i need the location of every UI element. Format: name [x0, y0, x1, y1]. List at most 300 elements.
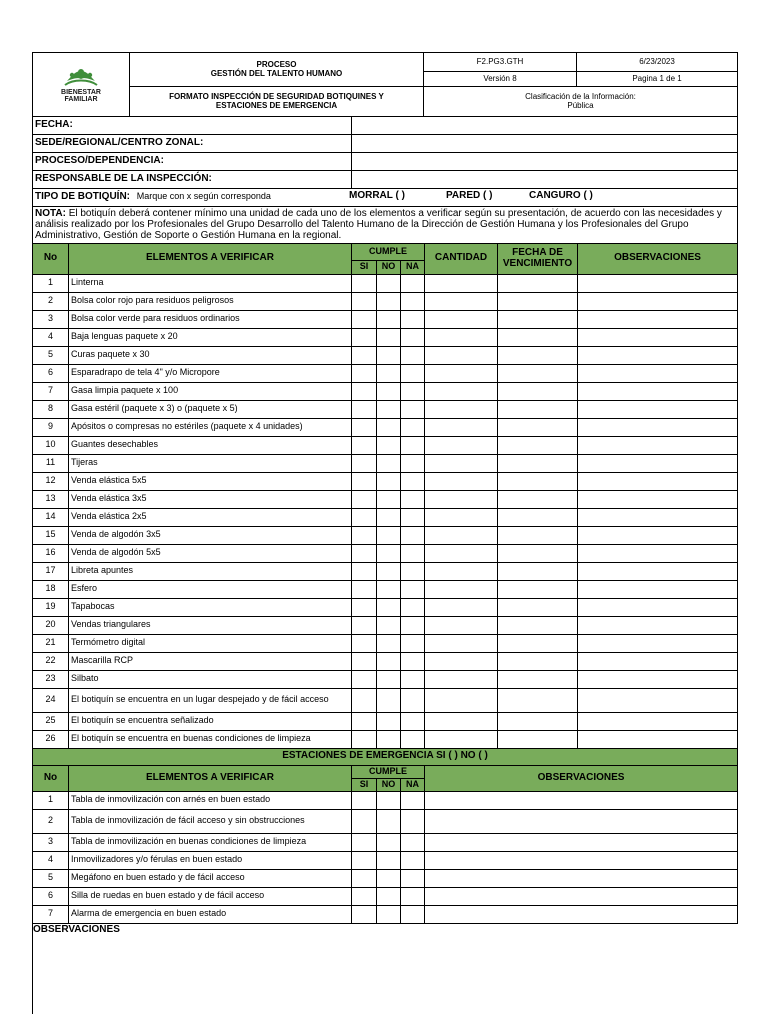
- cell-observaciones[interactable]: [425, 833, 738, 851]
- botiquin-rows: [33, 274, 738, 748]
- cell-observaciones[interactable]: [578, 436, 738, 454]
- col-fecha-vencimiento: FECHA DE VENCIMIENTO: [498, 243, 578, 274]
- cell-cantidad[interactable]: [425, 346, 498, 364]
- cell-no[interactable]: [377, 791, 401, 809]
- cell-observaciones[interactable]: [578, 292, 738, 310]
- cell-fecha[interactable]: [498, 508, 578, 526]
- cell-no[interactable]: [377, 905, 401, 923]
- table-row: [33, 292, 738, 310]
- cell-na[interactable]: [401, 652, 425, 670]
- row-item: Silla de ruedas en buen estado y de fácil acceso: [69, 887, 352, 905]
- cell-na[interactable]: [401, 328, 425, 346]
- cell-na[interactable]: [401, 809, 425, 833]
- cell-si[interactable]: [352, 833, 377, 851]
- col-si-2: SI: [352, 778, 377, 791]
- table-row: [33, 670, 738, 688]
- cell-cantidad[interactable]: [425, 616, 498, 634]
- cell-na[interactable]: [401, 670, 425, 688]
- row-item: Tijeras: [69, 454, 352, 472]
- cell-no[interactable]: [377, 418, 401, 436]
- cell-no[interactable]: [377, 292, 401, 310]
- cell-no[interactable]: [377, 526, 401, 544]
- cell-fecha[interactable]: [498, 328, 578, 346]
- canguro-option[interactable]: CANGURO ( ): [529, 190, 593, 201]
- row-number: 3: [33, 833, 69, 851]
- row-item: Tabla de inmovilización con arnés en buen estado: [69, 791, 352, 809]
- cell-observaciones[interactable]: [425, 851, 738, 869]
- cell-cantidad[interactable]: [425, 688, 498, 712]
- cell-cantidad[interactable]: [425, 274, 498, 292]
- cell-na[interactable]: [401, 526, 425, 544]
- cell-fecha[interactable]: [498, 382, 578, 400]
- cell-fecha[interactable]: [498, 652, 578, 670]
- col-observaciones-2: OBSERVACIONES: [425, 765, 738, 791]
- row-item: Alarma de emergencia en buen estado: [69, 905, 352, 923]
- table-row: [33, 382, 738, 400]
- cell-si[interactable]: [352, 869, 377, 887]
- cell-cantidad[interactable]: [425, 472, 498, 490]
- cell-cantidad[interactable]: [425, 544, 498, 562]
- cell-observaciones[interactable]: [578, 652, 738, 670]
- cell-fecha[interactable]: [498, 562, 578, 580]
- cell-no[interactable]: [377, 851, 401, 869]
- cell-fecha[interactable]: [498, 436, 578, 454]
- cell-no[interactable]: [377, 688, 401, 712]
- tipo-instruction: Marque con x según corresponda: [136, 191, 271, 202]
- cell-observaciones[interactable]: [578, 310, 738, 328]
- row-item: Linterna: [69, 274, 352, 292]
- row-number: 12: [33, 472, 69, 490]
- table-row: [33, 544, 738, 562]
- cell-na[interactable]: [401, 580, 425, 598]
- row-item: Termómetro digital: [69, 634, 352, 652]
- cell-fecha[interactable]: [498, 730, 578, 748]
- cell-no[interactable]: [377, 382, 401, 400]
- cell-observaciones[interactable]: [578, 544, 738, 562]
- row-number: 2: [33, 292, 69, 310]
- cell-na[interactable]: [401, 712, 425, 730]
- cell-na[interactable]: [401, 310, 425, 328]
- cell-cantidad[interactable]: [425, 652, 498, 670]
- cell-fecha[interactable]: [498, 712, 578, 730]
- cell-na[interactable]: [401, 887, 425, 905]
- row-number: 5: [33, 869, 69, 887]
- estaciones-table: [32, 748, 738, 924]
- fecha-label: FECHA:: [33, 117, 352, 135]
- row-number: 6: [33, 887, 69, 905]
- table-row: [33, 508, 738, 526]
- col-cantidad: CANTIDAD: [425, 243, 498, 274]
- tipo-label: TIPO DE BOTIQUÍN:: [35, 191, 130, 203]
- nota-text: NOTA: El botiquín deberá contener mínimo una unidad de cada uno de los elementos a verificar según su presentación, de acuerdo con las necesidades y análisis realizado por los Profesionales del Grupo Desarrollo del Talento Humano de la Dirección de Gestión Humana y los Profesionales del Grupo Administrativo, Gestión de Soporte o Gestión Humana en la regional.: [33, 207, 738, 244]
- table-row: [33, 809, 738, 833]
- cell-cantidad[interactable]: [425, 400, 498, 418]
- cell-fecha[interactable]: [498, 310, 578, 328]
- cell-si[interactable]: [352, 364, 377, 382]
- row-number: 7: [33, 382, 69, 400]
- cell-si[interactable]: [352, 652, 377, 670]
- cell-no[interactable]: [377, 364, 401, 382]
- cell-observaciones[interactable]: [578, 598, 738, 616]
- cell-na[interactable]: [401, 400, 425, 418]
- cell-fecha[interactable]: [498, 274, 578, 292]
- cell-na[interactable]: [401, 688, 425, 712]
- table-row: [33, 833, 738, 851]
- cell-na[interactable]: [401, 292, 425, 310]
- cell-no[interactable]: [377, 436, 401, 454]
- cell-no[interactable]: [377, 616, 401, 634]
- cell-na[interactable]: [401, 544, 425, 562]
- table-row: [33, 634, 738, 652]
- observaciones-label: OBSERVACIONES: [33, 923, 120, 935]
- row-number: 20: [33, 616, 69, 634]
- cell-si[interactable]: [352, 887, 377, 905]
- cell-cantidad[interactable]: [425, 730, 498, 748]
- cell-si[interactable]: [352, 310, 377, 328]
- cell-na[interactable]: [401, 869, 425, 887]
- cell-observaciones[interactable]: [425, 887, 738, 905]
- table-row: [33, 688, 738, 712]
- cell-na[interactable]: [401, 634, 425, 652]
- cell-fecha[interactable]: [498, 346, 578, 364]
- table-row: [33, 580, 738, 598]
- cell-observaciones[interactable]: [578, 670, 738, 688]
- fecha-field[interactable]: [352, 117, 738, 135]
- cell-na[interactable]: [401, 562, 425, 580]
- row-number: 11: [33, 454, 69, 472]
- row-item: Esparadrapo de tela 4" y/o Micropore: [69, 364, 352, 382]
- cell-si[interactable]: [352, 346, 377, 364]
- table-row: [33, 712, 738, 730]
- cell-no[interactable]: [377, 508, 401, 526]
- col-cumple-2: CUMPLE: [352, 765, 425, 778]
- cell-si[interactable]: [352, 508, 377, 526]
- cell-fecha[interactable]: [498, 580, 578, 598]
- cell-na[interactable]: [401, 833, 425, 851]
- cell-si[interactable]: [352, 688, 377, 712]
- cell-na[interactable]: [401, 851, 425, 869]
- row-number: 21: [33, 634, 69, 652]
- proceso-field[interactable]: [352, 153, 738, 171]
- col-no-2: No: [33, 765, 69, 791]
- cell-cantidad[interactable]: [425, 436, 498, 454]
- row-number: 4: [33, 328, 69, 346]
- row-item: Mascarilla RCP: [69, 652, 352, 670]
- cell-no[interactable]: [377, 400, 401, 418]
- row-number: 2: [33, 809, 69, 833]
- sede-label: SEDE/REGIONAL/CENTRO ZONAL:: [33, 135, 352, 153]
- botiquin-table: [32, 243, 738, 749]
- cell-fecha[interactable]: [498, 292, 578, 310]
- cell-si[interactable]: [352, 562, 377, 580]
- format-title: FORMATO INSPECCIÓN DE SEGURIDAD BOTIQUINES Y ESTACIONES DE EMERGENCIA: [130, 87, 424, 117]
- cell-si[interactable]: [352, 436, 377, 454]
- cell-observaciones[interactable]: [578, 688, 738, 712]
- cell-fecha[interactable]: [498, 670, 578, 688]
- table-row: [33, 400, 738, 418]
- cell-si[interactable]: [352, 730, 377, 748]
- table-row: [33, 490, 738, 508]
- row-item: Guantes desechables: [69, 436, 352, 454]
- row-item: Vendas triangulares: [69, 616, 352, 634]
- cell-observaciones[interactable]: [578, 400, 738, 418]
- cell-fecha[interactable]: [498, 688, 578, 712]
- cell-no[interactable]: [377, 730, 401, 748]
- row-number: 17: [33, 562, 69, 580]
- cell-na[interactable]: [401, 490, 425, 508]
- left-border: [32, 924, 33, 1014]
- cell-na[interactable]: [401, 616, 425, 634]
- cell-na[interactable]: [401, 791, 425, 809]
- table-row: [33, 598, 738, 616]
- form-header: [32, 52, 738, 117]
- row-item: Bolsa color verde para residuos ordinarios: [69, 310, 352, 328]
- cell-no[interactable]: [377, 490, 401, 508]
- cell-na[interactable]: [401, 472, 425, 490]
- cell-si[interactable]: [352, 418, 377, 436]
- cell-na[interactable]: [401, 905, 425, 923]
- cell-observaciones[interactable]: [578, 418, 738, 436]
- cell-fecha[interactable]: [498, 400, 578, 418]
- cell-cantidad[interactable]: [425, 598, 498, 616]
- cell-si[interactable]: [352, 598, 377, 616]
- cell-cantidad[interactable]: [425, 526, 498, 544]
- row-number: 18: [33, 580, 69, 598]
- cell-cantidad[interactable]: [425, 328, 498, 346]
- cell-si[interactable]: [352, 791, 377, 809]
- col-elementos-2: ELEMENTOS A VERIFICAR: [69, 765, 352, 791]
- row-number: 25: [33, 712, 69, 730]
- row-item: Apósitos o compresas no estériles (paquete x 4 unidades): [69, 418, 352, 436]
- cell-no[interactable]: [377, 809, 401, 833]
- cell-observaciones[interactable]: [425, 869, 738, 887]
- cell-no[interactable]: [377, 328, 401, 346]
- cell-observaciones[interactable]: [578, 562, 738, 580]
- cell-na[interactable]: [401, 382, 425, 400]
- morral-option[interactable]: MORRAL ( ): [349, 190, 405, 201]
- sede-field[interactable]: [352, 135, 738, 153]
- row-item: Inmovilizadores y/o férulas en buen estado: [69, 851, 352, 869]
- cell-no[interactable]: [377, 887, 401, 905]
- cell-fecha[interactable]: [498, 598, 578, 616]
- estaciones-section-title: ESTACIONES DE EMERGENCIA SI ( ) NO ( ): [33, 748, 738, 765]
- col-no-cumple: NO: [377, 260, 401, 274]
- cell-observaciones[interactable]: [578, 508, 738, 526]
- row-item: El botiquín se encuentra señalizado: [69, 712, 352, 730]
- row-number: 4: [33, 851, 69, 869]
- cell-na[interactable]: [401, 454, 425, 472]
- cell-no[interactable]: [377, 833, 401, 851]
- table-row: [33, 418, 738, 436]
- cell-no[interactable]: [377, 310, 401, 328]
- table-row: [33, 730, 738, 748]
- cell-na[interactable]: [401, 598, 425, 616]
- cell-observaciones[interactable]: [578, 274, 738, 292]
- cell-no[interactable]: [377, 274, 401, 292]
- table-row: [33, 616, 738, 634]
- cell-observaciones[interactable]: [578, 616, 738, 634]
- cell-observaciones[interactable]: [425, 809, 738, 833]
- responsable-label: RESPONSABLE DE LA INSPECCIÓN:: [33, 171, 352, 189]
- cell-si[interactable]: [352, 400, 377, 418]
- col-no: No: [33, 243, 69, 274]
- cell-si[interactable]: [352, 670, 377, 688]
- cell-observaciones[interactable]: [578, 364, 738, 382]
- cell-observaciones[interactable]: [578, 346, 738, 364]
- cell-fecha[interactable]: [498, 454, 578, 472]
- classification: Clasificación de la Información: Pública: [424, 87, 738, 117]
- row-item: Tabla de inmovilización en buenas condiciones de limpieza: [69, 833, 352, 851]
- row-item: Venda de algodón 3x5: [69, 526, 352, 544]
- cell-cantidad[interactable]: [425, 454, 498, 472]
- table-row: [33, 436, 738, 454]
- cell-si[interactable]: [352, 851, 377, 869]
- table-row: [33, 328, 738, 346]
- cell-cantidad[interactable]: [425, 712, 498, 730]
- row-item: Venda elástica 3x5: [69, 490, 352, 508]
- cell-na[interactable]: [401, 730, 425, 748]
- cell-fecha[interactable]: [498, 544, 578, 562]
- cell-na[interactable]: [401, 418, 425, 436]
- pared-option[interactable]: PARED ( ): [446, 190, 493, 201]
- cell-no[interactable]: [377, 652, 401, 670]
- row-item: Venda elástica 5x5: [69, 472, 352, 490]
- cell-si[interactable]: [352, 526, 377, 544]
- row-number: 15: [33, 526, 69, 544]
- cell-cantidad[interactable]: [425, 580, 498, 598]
- cell-si[interactable]: [352, 274, 377, 292]
- cell-no[interactable]: [377, 598, 401, 616]
- observaciones-section[interactable]: [32, 924, 737, 1014]
- cell-no[interactable]: [377, 544, 401, 562]
- col-na: NA: [401, 260, 425, 274]
- row-item: Libreta apuntes: [69, 562, 352, 580]
- cell-cantidad[interactable]: [425, 364, 498, 382]
- row-number: 10: [33, 436, 69, 454]
- cell-cantidad[interactable]: [425, 670, 498, 688]
- row-item: Gasa estéril (paquete x 3) o (paquete x 5): [69, 400, 352, 418]
- cell-cantidad[interactable]: [425, 418, 498, 436]
- row-number: 9: [33, 418, 69, 436]
- cell-observaciones[interactable]: [578, 730, 738, 748]
- cell-si[interactable]: [352, 382, 377, 400]
- cell-no[interactable]: [377, 670, 401, 688]
- cell-observaciones[interactable]: [578, 454, 738, 472]
- cell-fecha[interactable]: [498, 634, 578, 652]
- cell-si[interactable]: [352, 328, 377, 346]
- cell-fecha[interactable]: [498, 364, 578, 382]
- cell-no[interactable]: [377, 562, 401, 580]
- cell-si[interactable]: [352, 472, 377, 490]
- cell-observaciones[interactable]: [425, 791, 738, 809]
- cell-observaciones[interactable]: [578, 580, 738, 598]
- table-row: [33, 562, 738, 580]
- cell-fecha[interactable]: [498, 526, 578, 544]
- cell-cantidad[interactable]: [425, 310, 498, 328]
- cell-cantidad[interactable]: [425, 634, 498, 652]
- row-number: 16: [33, 544, 69, 562]
- cell-fecha[interactable]: [498, 490, 578, 508]
- cell-na[interactable]: [401, 274, 425, 292]
- cell-observaciones[interactable]: [425, 905, 738, 923]
- row-number: 1: [33, 791, 69, 809]
- cell-cantidad[interactable]: [425, 292, 498, 310]
- table-row: [33, 887, 738, 905]
- cell-si[interactable]: [352, 905, 377, 923]
- form-page: Pagina 1 de 1: [577, 72, 738, 87]
- cell-fecha[interactable]: [498, 472, 578, 490]
- row-number: 14: [33, 508, 69, 526]
- table-row: [33, 274, 738, 292]
- cell-observaciones[interactable]: [578, 328, 738, 346]
- bienestar-familiar-logo-icon: [61, 67, 101, 89]
- cell-si[interactable]: [352, 490, 377, 508]
- cell-si[interactable]: [352, 580, 377, 598]
- col-observaciones: OBSERVACIONES: [578, 243, 738, 274]
- cell-no[interactable]: [377, 712, 401, 730]
- cell-no[interactable]: [377, 869, 401, 887]
- cell-no[interactable]: [377, 580, 401, 598]
- cell-no[interactable]: [377, 454, 401, 472]
- cell-fecha[interactable]: [498, 616, 578, 634]
- responsable-field[interactable]: [352, 171, 738, 189]
- cell-cantidad[interactable]: [425, 508, 498, 526]
- row-number: 3: [33, 310, 69, 328]
- cell-na[interactable]: [401, 364, 425, 382]
- cell-na[interactable]: [401, 436, 425, 454]
- row-number: 24: [33, 688, 69, 712]
- cell-fecha[interactable]: [498, 418, 578, 436]
- row-item: Esfero: [69, 580, 352, 598]
- cell-si[interactable]: [352, 634, 377, 652]
- col-si: SI: [352, 260, 377, 274]
- cell-no[interactable]: [377, 634, 401, 652]
- cell-si[interactable]: [352, 616, 377, 634]
- row-number: 5: [33, 346, 69, 364]
- row-number: 7: [33, 905, 69, 923]
- row-number: 26: [33, 730, 69, 748]
- cell-observaciones[interactable]: [578, 472, 738, 490]
- row-item: Gasa limpia paquete x 100: [69, 382, 352, 400]
- col-cumple: CUMPLE: [352, 243, 425, 260]
- cell-cantidad[interactable]: [425, 382, 498, 400]
- cell-si[interactable]: [352, 292, 377, 310]
- cell-si[interactable]: [352, 712, 377, 730]
- col-elementos: ELEMENTOS A VERIFICAR: [69, 243, 352, 274]
- cell-si[interactable]: [352, 544, 377, 562]
- cell-si[interactable]: [352, 454, 377, 472]
- cell-cantidad[interactable]: [425, 562, 498, 580]
- cell-observaciones[interactable]: [578, 634, 738, 652]
- cell-observaciones[interactable]: [578, 526, 738, 544]
- row-item: Venda de algodón 5x5: [69, 544, 352, 562]
- cell-observaciones[interactable]: [578, 382, 738, 400]
- cell-observaciones[interactable]: [578, 490, 738, 508]
- cell-si[interactable]: [352, 809, 377, 833]
- cell-na[interactable]: [401, 346, 425, 364]
- row-number: 1: [33, 274, 69, 292]
- cell-no[interactable]: [377, 346, 401, 364]
- table-row: [33, 526, 738, 544]
- cell-cantidad[interactable]: [425, 490, 498, 508]
- table-row: [33, 364, 738, 382]
- row-item: El botiquín se encuentra en buenas condiciones de limpieza: [69, 730, 352, 748]
- row-item: El botiquín se encuentra en un lugar despejado y de fácil acceso: [69, 688, 352, 712]
- cell-observaciones[interactable]: [578, 712, 738, 730]
- cell-no[interactable]: [377, 472, 401, 490]
- cell-na[interactable]: [401, 508, 425, 526]
- logo-cell: [33, 53, 130, 117]
